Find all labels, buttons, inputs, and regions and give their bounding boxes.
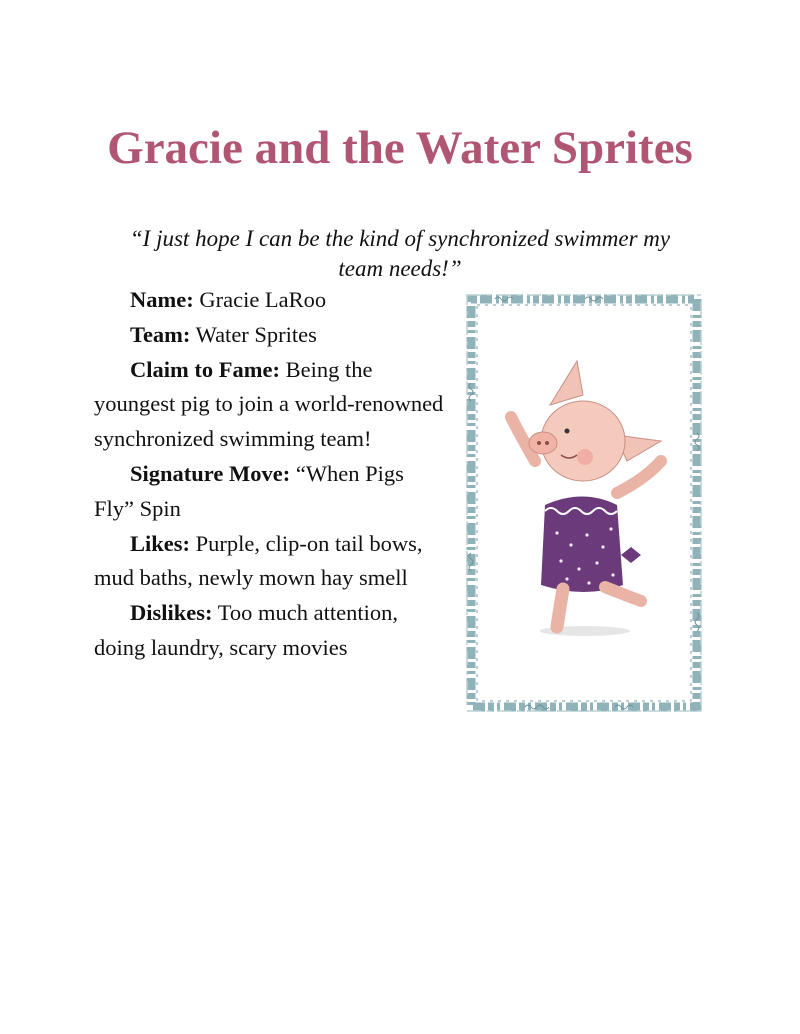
profile-signature-move — [94, 457, 444, 527]
profile-label: Likes: — [130, 530, 191, 556]
profile-dislikes — [94, 596, 444, 666]
character-quote: “I just hope I can be the kind of synchronized swimmer my team needs!” — [129, 226, 671, 281]
profile-label: Team: — [130, 321, 191, 347]
profile-likes — [94, 527, 444, 597]
character-illustration — [465, 293, 703, 713]
profile-value: Being the youngest pig to join a world-renowned synchronized swimming team! — [94, 356, 444, 452]
profile-value: Too much attention, doing laundry, scary movies — [94, 600, 398, 660]
profile-label: Dislikes: — [130, 600, 213, 626]
profile-label: Name: — [130, 287, 194, 312]
profile-team — [94, 318, 444, 353]
profile-label: Claim to Fame: — [130, 356, 280, 382]
profile-value: Gracie LaRoo — [199, 287, 327, 312]
profile-label: Signature Move: — [130, 460, 291, 486]
profile-claim-to-fame — [94, 353, 444, 457]
page-title: Gracie and the Water Sprites — [107, 122, 693, 174]
profile-value: “When Pigs Fly” Spin — [94, 460, 404, 521]
character-profile — [94, 283, 444, 666]
profile-value: Water Sprites — [195, 321, 317, 347]
profile-name — [94, 283, 444, 318]
profile-value: Purple, clip-on tail bows, mud baths, newly mown hay smell — [94, 530, 423, 591]
